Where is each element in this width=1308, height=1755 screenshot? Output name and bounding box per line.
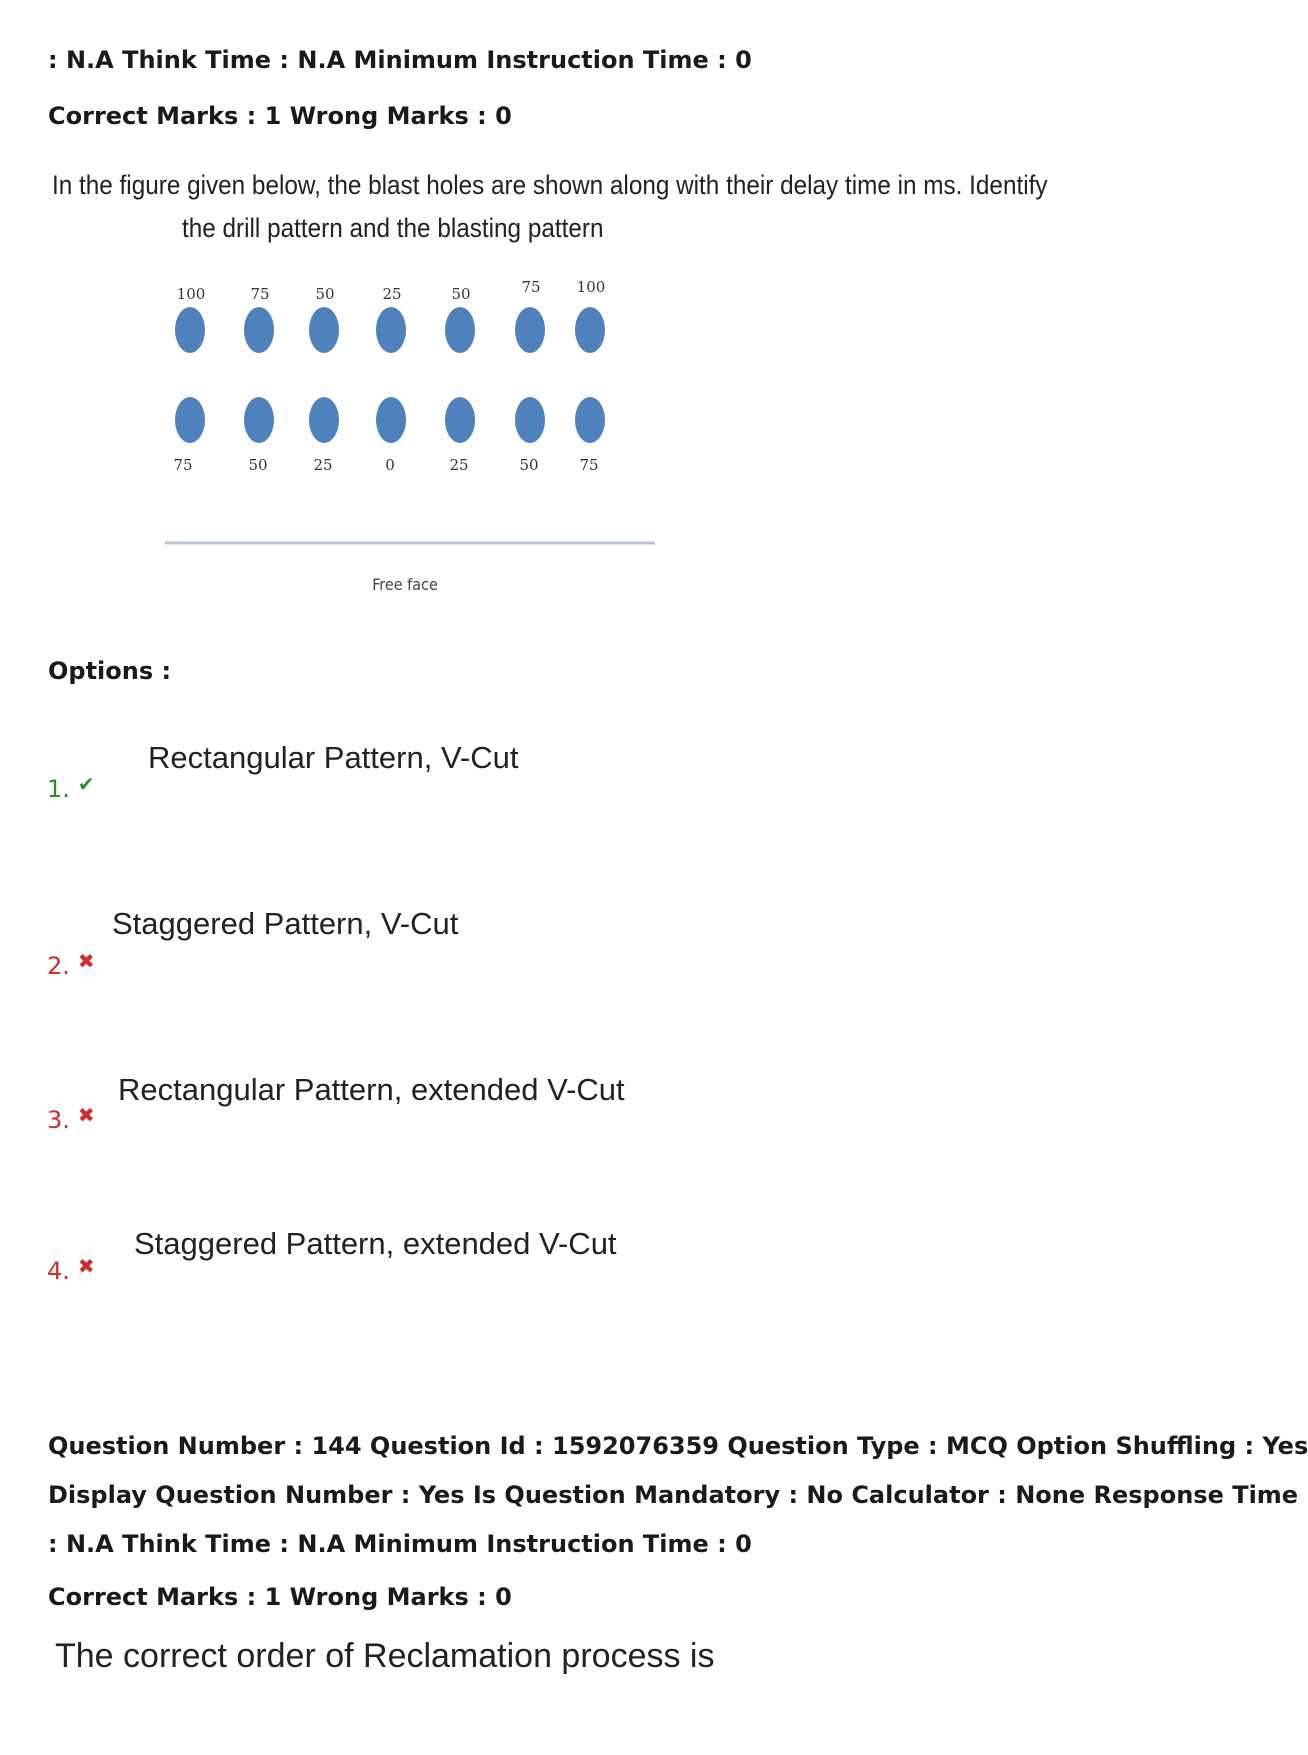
blast-hole-top xyxy=(575,307,605,353)
option-2-text: Staggered Pattern, V-Cut xyxy=(112,906,459,941)
blast-hole-top xyxy=(309,307,339,353)
blast-hole-diagram xyxy=(150,278,670,610)
option-2-number: 2. ✖ xyxy=(47,949,95,980)
blast-hole-bottom xyxy=(376,397,406,443)
bottom-delay-label: 75 xyxy=(579,456,599,474)
bottom-delay-label: 75 xyxy=(173,456,193,474)
next-meta-line-2: Display Question Number : Yes Is Question Mandatory : No Calculator : None Response Time xyxy=(48,1481,1299,1509)
next-meta-line-3: : N.A Think Time : N.A Minimum Instruction Time : 0 xyxy=(48,1530,752,1558)
check-icon: ✔ xyxy=(77,772,95,796)
next-question-text: The correct order of Reclamation process is xyxy=(55,1637,715,1675)
blast-hole-top xyxy=(175,307,205,353)
cross-icon: ✖ xyxy=(77,1103,95,1127)
option-1-number: 1. ✔ xyxy=(47,772,95,803)
option-4-number: 4. ✖ xyxy=(47,1254,95,1285)
blast-hole-top xyxy=(376,307,406,353)
options-label: Options : xyxy=(48,657,172,685)
next-meta-line-1: Question Number : 144 Question Id : 1592076359 Question Type : MCQ Option Shuffling : Yes xyxy=(48,1432,1308,1460)
bottom-delay-label: 50 xyxy=(248,456,268,474)
blast-hole-bottom xyxy=(575,397,605,443)
blast-hole-bottom xyxy=(515,397,545,443)
blast-hole-bottom xyxy=(309,397,339,443)
blast-hole-top xyxy=(515,307,545,353)
option-3-number: 3. ✖ xyxy=(47,1103,95,1134)
blast-hole-figure xyxy=(150,278,670,610)
prev-meta-line-2: Correct Marks : 1 Wrong Marks : 0 xyxy=(48,102,512,130)
top-delay-label: 75 xyxy=(521,278,541,296)
option-3-text: Rectangular Pattern, extended V-Cut xyxy=(118,1072,625,1107)
bottom-delay-label: 25 xyxy=(449,456,469,474)
blast-hole-top xyxy=(244,307,274,353)
blast-hole-bottom xyxy=(445,397,475,443)
blast-hole-bottom xyxy=(175,397,205,443)
free-face-label: Free face xyxy=(372,575,438,594)
top-delay-label: 50 xyxy=(451,285,471,303)
top-delay-label: 25 xyxy=(382,285,402,303)
bottom-delay-label: 50 xyxy=(519,456,539,474)
top-delay-label: 100 xyxy=(176,285,206,303)
cross-icon: ✖ xyxy=(77,949,95,973)
prev-meta-line-1: : N.A Think Time : N.A Minimum Instruction Time : 0 xyxy=(48,46,752,74)
top-delay-label: 75 xyxy=(250,285,270,303)
blast-hole-top xyxy=(445,307,475,353)
question-line-2: the drill pattern and the blasting pattern xyxy=(182,213,604,243)
question-line-1: In the figure given below, the blast holes are shown along with their delay time in ms. Identify xyxy=(52,170,1048,200)
top-delay-label: 50 xyxy=(315,285,335,303)
bottom-delay-label: 0 xyxy=(385,456,395,474)
top-delay-label: 100 xyxy=(576,278,606,296)
next-meta-line-4: Correct Marks : 1 Wrong Marks : 0 xyxy=(48,1583,512,1611)
blast-hole-bottom xyxy=(244,397,274,443)
bottom-delay-label: 25 xyxy=(313,456,333,474)
option-4-text: Staggered Pattern, extended V-Cut xyxy=(134,1226,617,1261)
cross-icon: ✖ xyxy=(77,1254,95,1278)
option-1-text: Rectangular Pattern, V-Cut xyxy=(148,740,519,775)
